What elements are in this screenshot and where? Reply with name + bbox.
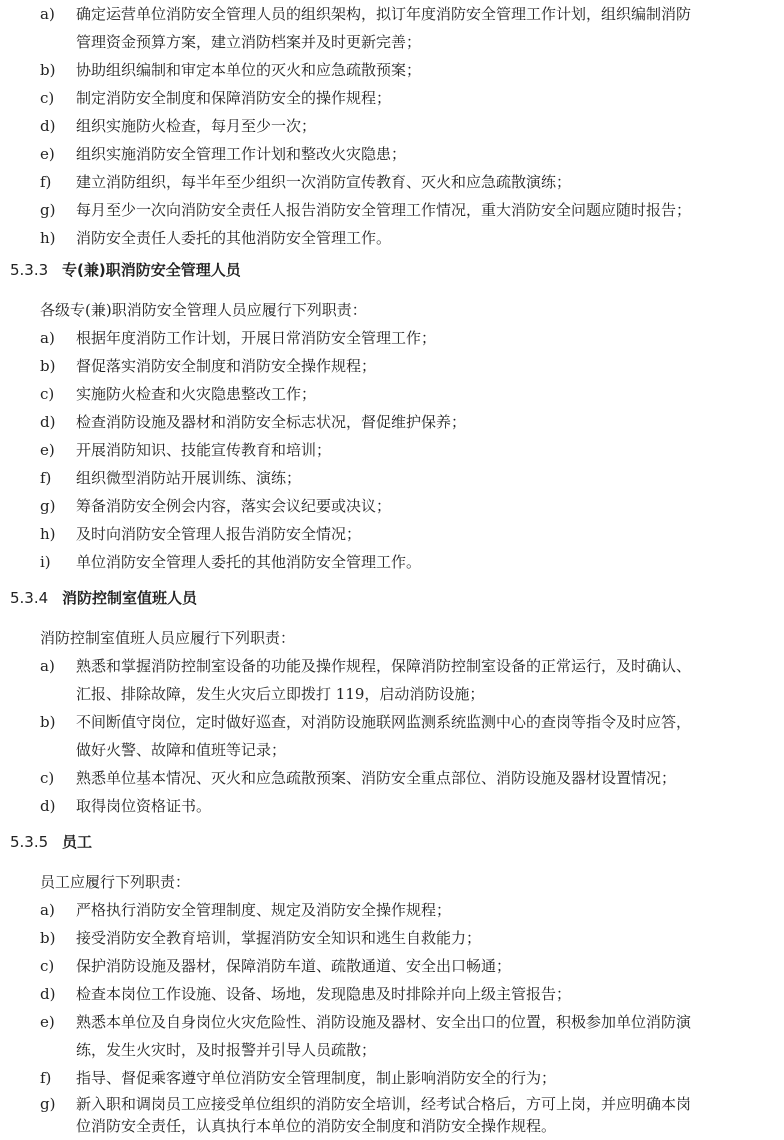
list-item-continuation: [0, 1112, 784, 1140]
item-label: a): [40, 901, 55, 919]
item-text: 接受消防安全教育培训，掌握消防安全知识和逃生自救能力；: [76, 929, 482, 947]
item-label: e): [40, 145, 55, 163]
item-label: c): [40, 957, 55, 975]
list-item-continuation: [0, 736, 784, 764]
item-label: c): [40, 385, 55, 403]
list-item: [0, 548, 784, 576]
section-heading: [0, 256, 784, 284]
item-label: f): [40, 173, 52, 191]
section-intro: [0, 868, 784, 896]
list-item: [0, 952, 784, 980]
item-label: f): [40, 1069, 52, 1087]
section-number: 5.3.4: [10, 589, 49, 607]
item-text: 熟悉和掌握消防控制室设备的功能及操作规程，保障消防控制室设备的正常运行，及时确认、: [76, 657, 692, 675]
item-label: i): [40, 553, 51, 571]
item-label: b): [40, 357, 56, 375]
item-label: c): [40, 769, 55, 787]
list-item: [0, 436, 784, 464]
section-number: 5.3.3: [10, 261, 49, 279]
item-label: b): [40, 61, 56, 79]
section-heading: [0, 584, 784, 612]
item-text: 制定消防安全制度和保障消防安全的操作规程；: [76, 89, 392, 107]
item-text: 开展消防知识、技能宣传教育和培训；: [76, 441, 332, 459]
list-item: [0, 492, 784, 520]
item-text: 新入职和调岗员工应接受单位组织的消防安全培训，经考试合格后，方可上岗，并应明确本岗: [76, 1095, 692, 1113]
item-label: g): [40, 201, 56, 219]
item-text: 检查本岗位工作设施、设备、场地，发现隐患及时排除并向上级主管报告；: [76, 985, 572, 1003]
item-text: 熟悉本单位及自身岗位火灾危险性、消防设施及器材、安全出口的位置，积极参加单位消防演: [76, 1013, 692, 1031]
section-intro: [0, 296, 784, 324]
item-label: a): [40, 5, 55, 23]
item-text: 实施防火检查和火灾隐患整改工作；: [76, 385, 317, 403]
list-item-continuation: [0, 28, 784, 56]
item-text: 汇报、排除故障，发生火灾后立即拨打 119，启动消防设施；: [76, 685, 485, 703]
list-item: [0, 168, 784, 196]
list-item: [0, 196, 784, 224]
list-item-continuation: [0, 680, 784, 708]
section-title: 专(兼)职消防安全管理人员: [62, 261, 241, 279]
section-intro: [0, 624, 784, 652]
item-text: 严格执行消防安全管理制度、规定及消防安全操作规程；: [76, 901, 452, 919]
item-label: d): [40, 985, 56, 1003]
item-label: a): [40, 329, 55, 347]
item-text: 不间断值守岗位，定时做好巡查，对消防设施联网监测系统监测中心的查岗等指令及时应答，: [76, 713, 692, 731]
item-text: 消防安全责任人委托的其他消防安全管理工作。: [76, 229, 392, 247]
item-label: c): [40, 89, 55, 107]
item-text: 根据年度消防工作计划，开展日常消防安全管理工作；: [76, 329, 437, 347]
item-text: 单位消防安全管理人委托的其他消防安全管理工作。: [76, 553, 422, 571]
item-label: h): [40, 525, 56, 543]
item-text: 督促落实消防安全制度和消防安全操作规程；: [76, 357, 377, 375]
item-label: d): [40, 797, 56, 815]
list-item: [0, 224, 784, 252]
list-item: [0, 980, 784, 1008]
item-text: 筹备消防安全例会内容，落实会议纪要或决议；: [76, 497, 392, 515]
list-item: [0, 652, 784, 680]
item-text: 确定运营单位消防安全管理人员的组织架构，拟订年度消防安全管理工作计划，组织编制消防: [76, 5, 692, 23]
item-text: 协助组织编制和审定本单位的灭火和应急疏散预案；: [76, 61, 422, 79]
item-label: e): [40, 1013, 55, 1031]
list-item: [0, 708, 784, 736]
item-label: d): [40, 117, 56, 135]
item-text: 熟悉单位基本情况、灭火和应急疏散预案、消防安全重点部位、消防设施及器材设置情况；: [76, 769, 677, 787]
list-item: [0, 792, 784, 820]
list-item: [0, 380, 784, 408]
item-text: 取得岗位资格证书。: [76, 797, 212, 815]
item-label: e): [40, 441, 55, 459]
list-item: [0, 520, 784, 548]
item-text: 指导、督促乘客遵守单位消防安全管理制度，制止影响消防安全的行为；: [76, 1069, 557, 1087]
list-item: [0, 324, 784, 352]
list-item: [0, 464, 784, 492]
list-item: [0, 112, 784, 140]
item-label: b): [40, 713, 56, 731]
item-label: g): [40, 497, 56, 515]
intro-text: 消防控制室值班人员应履行下列职责：: [40, 629, 296, 647]
section-heading: [0, 828, 784, 856]
item-text: 及时向消防安全管理人报告消防安全情况；: [76, 525, 362, 543]
list-item: [0, 408, 784, 436]
item-text: 组织实施防火检查，每月至少一次；: [76, 117, 317, 135]
item-text: 组织微型消防站开展训练、演练；: [76, 469, 302, 487]
item-text: 管理资金预算方案，建立消防档案并及时更新完善；: [76, 33, 422, 51]
list-item: [0, 896, 784, 924]
list-item-continuation: [0, 1036, 784, 1064]
list-item: [0, 140, 784, 168]
section-number: 5.3.5: [10, 833, 49, 851]
item-label: f): [40, 469, 52, 487]
item-label: d): [40, 413, 56, 431]
list-item: [0, 924, 784, 952]
item-label: g): [40, 1095, 56, 1113]
section-title: 员工: [62, 833, 93, 851]
item-text: 每月至少一次向消防安全责任人报告消防安全管理工作情况，重大消防安全问题应随时报告；: [76, 201, 692, 219]
intro-text: 员工应履行下列职责：: [40, 873, 191, 891]
item-label: a): [40, 657, 55, 675]
list-item: [0, 1008, 784, 1036]
list-item: [0, 84, 784, 112]
section-title: 消防控制室值班人员: [62, 589, 198, 607]
item-label: h): [40, 229, 56, 247]
item-text: 检查消防设施及器材和消防安全标志状况，督促维护保养；: [76, 413, 467, 431]
list-item: [0, 352, 784, 380]
item-text: 位消防安全责任，认真执行本单位的消防安全制度和消防安全操作规程。: [76, 1117, 557, 1135]
item-text: 练，发生火灾时，及时报警并引导人员疏散；: [76, 1041, 377, 1059]
list-item: [0, 0, 784, 28]
item-text: 做好火警、故障和值班等记录；: [76, 741, 287, 759]
item-text: 组织实施消防安全管理工作计划和整改火灾隐患；: [76, 145, 407, 163]
list-item: [0, 56, 784, 84]
intro-text: 各级专(兼)职消防安全管理人员应履行下列职责：: [40, 301, 367, 319]
item-label: b): [40, 929, 56, 947]
list-item: [0, 764, 784, 792]
list-item: [0, 1064, 784, 1092]
item-text: 建立消防组织，每半年至少组织一次消防宣传教育、灭火和应急疏散演练；: [76, 173, 572, 191]
item-text: 保护消防设施及器材，保障消防车道、疏散通道、安全出口畅通；: [76, 957, 512, 975]
